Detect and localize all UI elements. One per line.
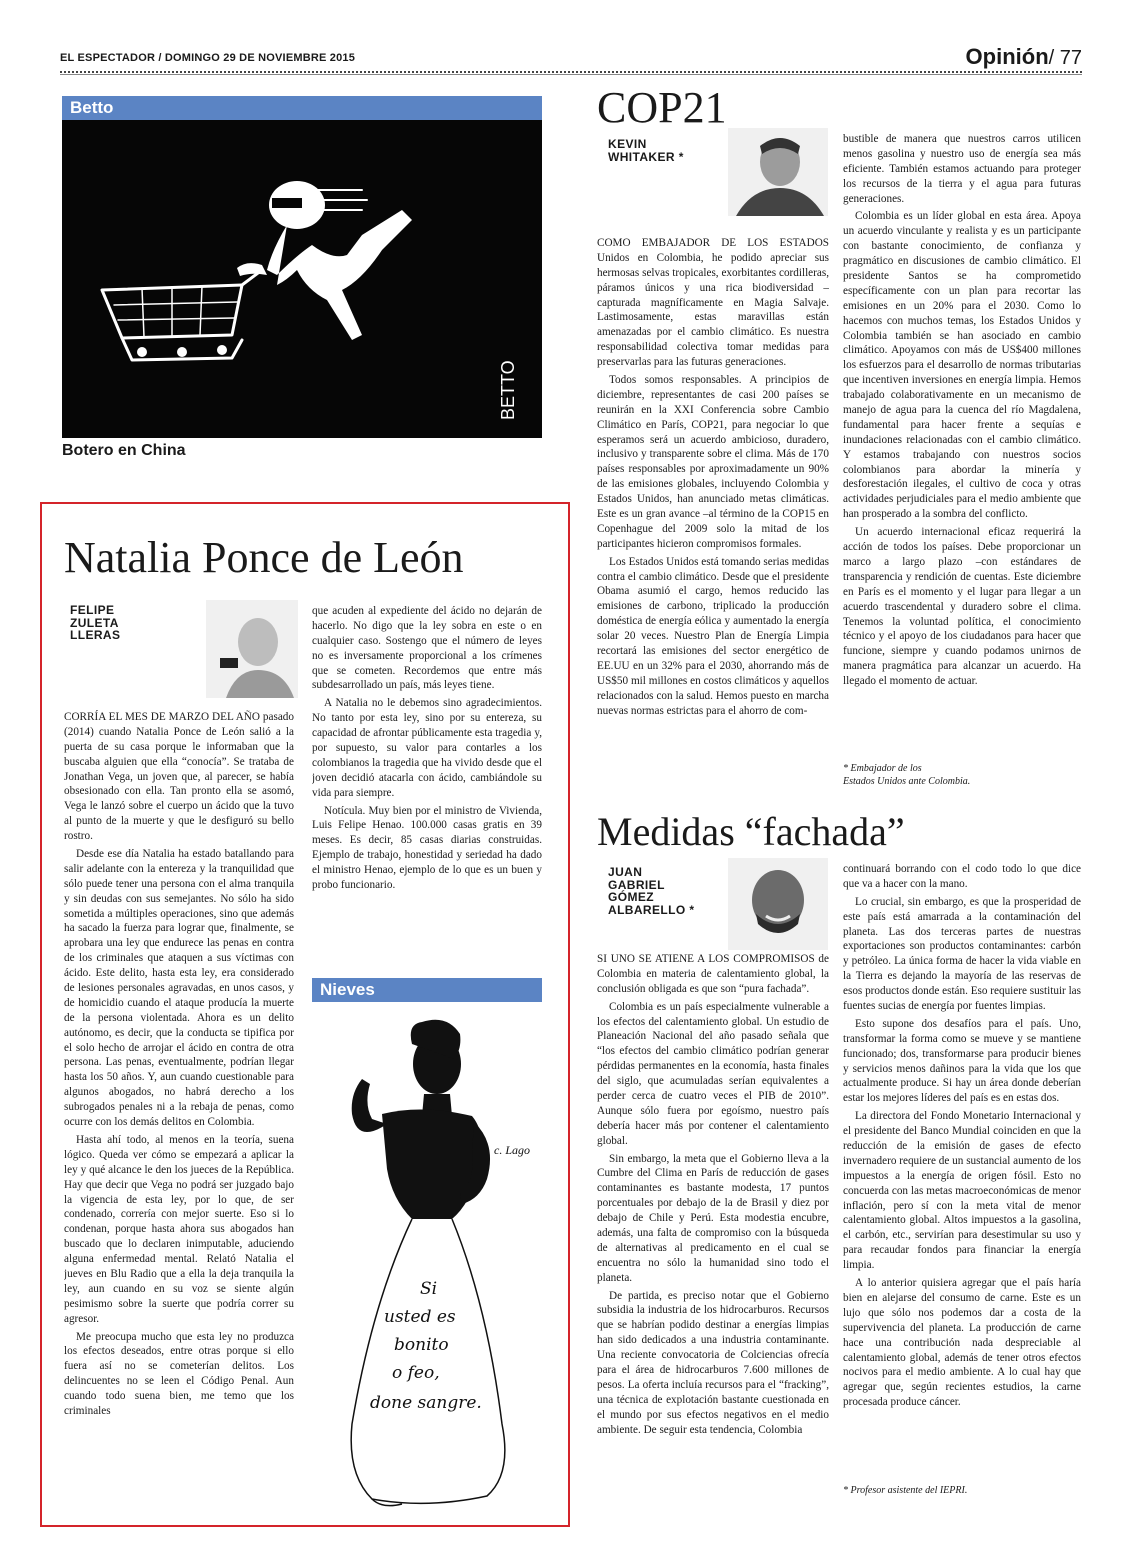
author-line: ZULETA xyxy=(70,615,119,630)
paragraph: Un acuerdo internacional eficaz requerirá la acción de todos los países. Debe proporcionar un marco a largo plazo –con estándares de transparencia y rendición de cuentas. Este diciembre en París es el momento y el lugar para llegar a un acuerdo trascendental y duradero sobre el clima. Tenemos la voluntad política, el conocimiento técnico y el apoyo de los ciudadanos para hacer que funcione, siempre y cuando podamos unirnos de manera pragmática para alcanzar un acuerdo. Ha llegado el momento de actuar. xyxy=(843,526,1081,688)
paragraph: Los Estados Unidos está tomando serias medidas contra el cambio climático. Desde que el presidente Obama asumió el cargo, hemos reducido las emisiones de carbono, triplicado la producción doméstica de energía eólica y aumentado la energía solar 20 veces. Nuestro Plan de Energía Limpia recortará las emisiones del sector energético de EE.UU en un 32% para el 2030, ahorrando más de US$50 mil millones en costos climáticos y aquellos relacionados con la salud. Hemos puesto en marcha nuevas normas estrictas para el ahorro de com- xyxy=(597,555,829,717)
paragraph: COMO EMBAJADOR DE LOS ESTADOS Unidos en Colombia, he podido apreciar sus hermosas selvas tropicales, exorbitantes cordilleras, páramos únicos y una rica biodiversidad –capturada magníficamente en Magia Salvaje. Lastimosamente, estas maravillas están amenazadas por el cambio climático. Es nuestra responsabilidad colectiva tomar medidas para preservarlas para las futuras generaciones. xyxy=(597,237,829,369)
article1-column-1 xyxy=(64,710,294,1515)
paragraph: La directora del Fondo Monetario Internacional y el presidente del Banco Mundial coinciden en que la reducción de la emisión de gases de efecto invernadero requiere de un sustancial aumento de los impuestos a la energía de origen fósil. Esto no concuerda con las metas macroeconómicas de menor inflación, pero sí con la meta vital de menor calentamiento global. Altos impuestos a la gasolina, el carbón, etc., servirían para desestimular su uso y para recaudar fondos para financiar la energía limpia. xyxy=(843,1110,1081,1272)
author-line: GÓMEZ xyxy=(608,890,654,905)
article1-author xyxy=(70,604,120,642)
author-line: JUAN xyxy=(608,865,643,879)
author-photo xyxy=(206,600,298,698)
paragraph: A lo anterior quisiera agregar que el país haría bien en alejarse del consumo de carne. Este es un lujo que sólo nos podemos dar a costa de la supervivencia del planeta. La producción de carne hace una contribución nada despreciable al calentamiento global, además de tener otros efectos nocivos para el medio ambiente. A lo cual hay que agregar que, según recientes estudios, la carne procesada produce cáncer. xyxy=(843,1277,1081,1409)
article2-title: COP21 xyxy=(597,83,727,132)
nieves-cartoon xyxy=(312,1004,542,1516)
page-number: / 77 xyxy=(1048,47,1082,69)
paragraph: Desde ese día Natalia ha estado batallando para salir adelante con la entereza y la tranquilidad que sólo puede tener una persona con el alma tranquila y sin deudas con sus semejantes. No sólo ha sido sometida a múltiples operaciones, sino que además ha sacado la fuerza para lograr que, finalmente, se aprobara una ley que endurece las penas en contra de los criminales que ataquen a sus víctimas con ácido. Este delito, hasta esta ley, era considerado de lesiones personales agravadas, en unos casos, y de homicidio cuando el ataque producía la muerte de la persona violentada. Ahora es un delito autónomo, es decir, que la conducta se tipifica por el solo hecho de arrojar el ácido en contra de otra persona. Las penas, eventualmente, podrían llegar hasta los 50 años. Y, aun cuando cuestionable para algunos abogados, no habrá derecho a los subrogados penales ni a la rebaja de penas, como ocurre con los demás delitos en Colombia. xyxy=(64,848,294,1129)
paragraph: continuará borrando con el codo todo lo que dice que va a hacer con la mano. xyxy=(843,863,1081,890)
article1-title: Natalia Ponce de León xyxy=(64,533,464,582)
paragraph: Hasta ahí todo, al menos en la teoría, suena lógico. Queda ver cómo se empezará a aplicar la ley y qué alcance le den los jueces de la República. Hay que decir que Vega no podrá ser juzgado bajo la vigencia de esta ley, por lo que, de ser condenado, correría con mejor suerte. Eso si lo condenan, porque hasta ahora sus abogados han buscado que lo declaren inimputable, aduciendo alguna enfermedad mental. Relató Natalia el jueves en Blu Radio que a ella la deja tranquila la ley, aun cuando en su voz se siente algún pesimismo sobre la suerte que podría correr su agresor. xyxy=(64,1133,294,1325)
author-portrait xyxy=(728,128,828,216)
author-photo xyxy=(728,858,828,950)
paragraph: Me preocupa mucho que esta ley no produzca los efectos deseados, entre otras porque si ello fuera así no se cometerían delitos. Los delincuentes no se leen el Código Penal. Aun cuando todo suena bien, me temo que los criminales xyxy=(64,1330,294,1417)
article3-column-1 xyxy=(597,952,829,1500)
betto-caption: Botero en China xyxy=(62,442,186,459)
paragraph: De partida, es preciso notar que el Gobierno subsidia la industria de los hidrocarburos. Recursos que se habrían podido destinar a energías limpias han sido dedicados a una industria contaminante. Una reciente convocatoria de Colciencias ofrecía para el área de hidrocarburos 7.600 millones de pesos. La oferta incluía recursos para el “fracking”, una técnica de explotación bastante cuestionada en el mundo por sus efectos negativos en el medio ambiente. De seguir esta tendencia, Colombia xyxy=(597,1289,829,1436)
author-line: LLERAS xyxy=(70,628,121,643)
author-line: GABRIEL xyxy=(608,877,665,892)
paragraph: Sin embargo, la meta que el Gobierno lleva a la Cumbre del Clima en París de reducción de gases contaminantes es bastante modesta, 17 puntos porcentuales por debajo de la de Brasil y diez por debajo de Chile y Perú. Esta modestia encubre, además, una falta de compromiso con la búsqueda de alternativas al predicamento en el cual se encuentra no sólo la humanidad sino todo el planeta. xyxy=(597,1152,829,1284)
section-label xyxy=(966,44,1082,70)
nieves-signature: c. Lago xyxy=(494,1143,530,1157)
author-line: FELIPE xyxy=(70,603,115,617)
paragraph: CORRÍA EL MES DE MARZO DEL AÑO pasado (2014) cuando Natalia Ponce de León salió a la puerta de su casa porque le informaban que la buscaba alguien que ella “conocía”. Se trataba de Jonathan Vega, un joven que, al parecer, se había obsesionado con ella. Tan pronto ella se asomó, Vega le lanzó sobre el cuerpo un ácido que la tuvo al punto de la muerte y que le desfiguró su bello rostro. xyxy=(64,711,294,843)
paragraph: que acuden al expediente del ácido no dejarán de hacerlo. No digo que la ley sobra en este o en cualquier caso. Sostengo que el número de leyes no es inversamente proporcional a los crímenes que se cometen. Recordemos que entre más subdesarrollado un país, más leyes tiene. xyxy=(312,605,542,692)
footnote-line: * Embajador de los xyxy=(843,763,922,774)
woman-in-dress-drawing xyxy=(312,1004,542,1516)
footnote-line: * Profesor asistente del IEPRI. xyxy=(843,1485,968,1496)
betto-cartoon xyxy=(62,120,542,438)
paragraph: Esto supone dos desafíos para el país. Uno, transformar la forma como se mueve y se mantiene funcionado; dos, transformarse para producir bienes y servicios menos dañinos para la vida que los que actualmente produce. Si hay un área donde deberían estar los mejores líderes del país es en estas dos. xyxy=(843,1017,1081,1105)
article1-column-2 xyxy=(312,604,542,922)
betto-signature: BETTO xyxy=(498,360,518,420)
paragraph: Notícula. Muy bien por el ministro de Vivienda, Luis Felipe Henao. 100.000 casas gratis en 39 meses. Es decir, 85 casas diarias construidas. Ejemplo de trabajo, honestidad y seriedad ha dado el ministro Henao, ejemplo de lo que es un buen y probo funcionario. xyxy=(312,804,542,892)
article3-title: Medidas “fachada” xyxy=(597,809,905,854)
nieves-tag: Nieves xyxy=(312,978,542,1002)
article2-column-1 xyxy=(597,236,829,796)
masthead xyxy=(60,46,1082,68)
author-line: KEVIN xyxy=(608,137,647,151)
article2-column-2 xyxy=(843,132,1081,760)
paragraph: A Natalia no le debemos sino agradecimientos. No tanto por esta ley, sino por su entereza, su capacidad de afrontar públicamente esta tragedia y, por supuesto, su valor para contarles a los colombianos la tragedia que ha vivido desde que el joven decidió atacarla con ácido, cambiándole su vida para siempre. xyxy=(312,697,542,799)
handwriting-line: o feo, xyxy=(392,1363,440,1383)
author-line: ALBARELLO * xyxy=(608,902,695,917)
handwriting-line: Si xyxy=(420,1279,438,1299)
article3-column-2 xyxy=(843,862,1081,1482)
paragraph: bustible de manera que nuestros carros utilicen menos gasolina y nuestro uso de energía sea más eficiente. También estamos actuando para proteger los recursos de la tierra y el agua para futuras generaciones. xyxy=(843,133,1081,205)
handwriting-line: usted es xyxy=(384,1307,456,1327)
author-photo xyxy=(728,128,828,216)
masthead-rule xyxy=(60,71,1082,75)
handwriting-line: done sangre. xyxy=(370,1393,482,1413)
paragraph: Colombia es un país especialmente vulnerable a los efectos del calentamiento global. Un estudio de Planeación Nacional del año pasado señala que “los efectos del cambio climático podrían generar pérdidas permanentes en la economía, hasta finales del siglo, que acumuladas serían equivalentes a perder cerca de cuatro veces el PIB de 2010”. Aunque sólo fuera por egoísmo, nuestro país debería hacer más por contener el calentamiento global. xyxy=(597,1000,829,1147)
section-name: Opinión xyxy=(965,44,1049,69)
paragraph: Todos somos responsables. A principios de diciembre, representantes de casi 200 países se reunirán en la XXI Conferencia sobre Cambio Climático en París, COP21, para negociar lo que esperamos será un acuerdo ambicioso, duradero, inclusivo y transparente sobre el clima. Más de 170 países responsables por aproximadamente un 90% de las emisiones globales, incluyendo Colombia y Estados Unidos, han anunciado metas climáticas. Este es un gran avance –al término de la COP15 en Copenhague del 2009 solo la mitad de los participantes hicieron compromisos formales. xyxy=(597,374,829,550)
article2-author xyxy=(608,138,684,163)
article2-footnote xyxy=(843,762,1081,788)
paragraph: Colombia es un líder global en esta área. Apoya un acuerdo vinculante y realista y es un participante con bastante conocimiento, de confianza y pragmático en discusiones de cambio climático. El presidente Santos se ha comprometido específicamente con un plan para recortar las emisiones en un 20% para el 2030. Como lo hacemos con muchos temas, los Estados Unidos y Colombia también se han asociado en cambio climático. Apoyamos con más de US$400 millones los esfuerzos para el desarrollo de normas tributarias que incentiven inversiones en energía limpia. Hemos trabajado colaborativamente en un mecanismo de manejo de agua para la cuenca del río Magdalena, fundamental para hacer frente a sequías e inundaciones relacionadas con el cambio climático. Y estamos trabajando con nuestros socios colombianos para abordar la minería y desforestación ilegales, el cultivo de coca y otras actividades perjudiciales para el medio ambiente que han prosperado a la sombra del conflicto. xyxy=(843,210,1081,521)
shopping-cart-runner-drawing xyxy=(62,120,542,438)
masthead-date: EL ESPECTADOR / DOMINGO 29 DE NOVIEMBRE 2015 xyxy=(60,52,356,64)
author-line: WHITAKER * xyxy=(608,149,684,164)
article3-author xyxy=(608,866,694,916)
article3-footnote xyxy=(843,1484,1081,1497)
author-portrait xyxy=(728,858,828,950)
author-portrait xyxy=(206,600,298,698)
handwriting-line: bonito xyxy=(394,1335,449,1355)
paragraph: SI UNO SE ATIENE A LOS COMPROMISOS de Colombia en materia de calentamiento global, la conclusión obligada es que son “pura fachada”. xyxy=(597,953,829,995)
paragraph: Lo crucial, sin embargo, es que la prosperidad de este país está amarrada a la contaminación del planeta. Las dos terceras partes de nuestras exportaciones son productos contaminantes: carbón y petróleo. La única forma de hacer la vida viable en la Tierra es dejando la mayoría de las reservas de esos productos donde están. Eso requiere sustituir las fuentes sucias de energía por fuentes limpias. xyxy=(843,895,1081,1013)
betto-tag: Betto xyxy=(62,96,542,120)
footnote-line: Estados Unidos ante Colombia. xyxy=(843,776,971,787)
